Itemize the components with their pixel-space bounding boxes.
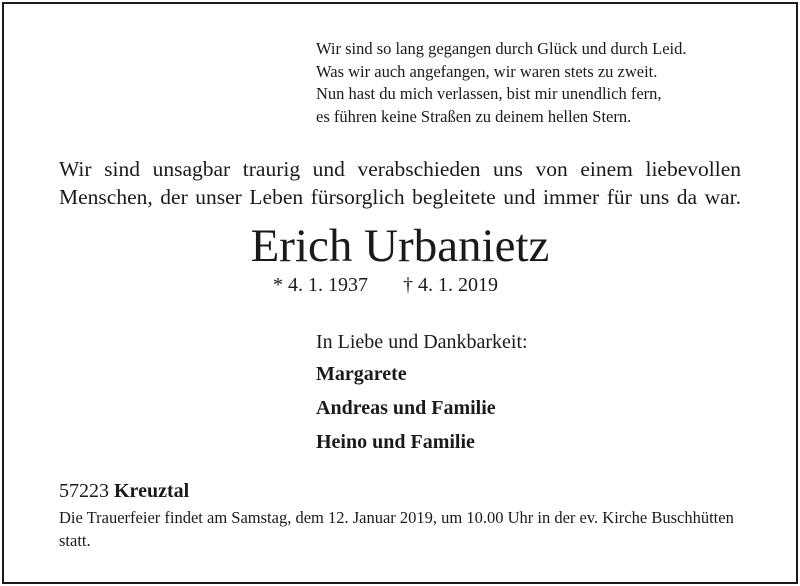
- intro-line: Menschen, der unser Leben fürsorglich begleitete und immer für uns da war.: [59, 185, 741, 209]
- mourners: [316, 328, 528, 458]
- mourner-name: Andreas und Familie: [316, 397, 496, 419]
- city: Kreuztal: [114, 480, 190, 502]
- mourner-name: Margarete: [316, 363, 407, 385]
- poem-line: es führen keine Straßen zu deinem hellen Stern.: [316, 106, 632, 126]
- intro-text: [59, 155, 741, 211]
- intro-line: Wir sind unsagbar traurig und verabschieden uns von einem liebevollen: [59, 157, 741, 181]
- birth-date: * 4. 1. 1937: [273, 274, 368, 296]
- zip-code: 57223: [59, 480, 109, 502]
- deceased-name: Erich Urbanietz: [250, 220, 550, 272]
- poem: [316, 38, 687, 128]
- mourners-lead: In Liebe und Dankbarkeit:: [316, 331, 528, 353]
- poem-line: Was wir auch angefangen, wir waren stets zu zweit.: [316, 61, 658, 81]
- mourner-name: Heino und Familie: [316, 431, 475, 453]
- service-notice: Die Trauerfeier findet am Samstag, dem 12. Januar 2019, um 10.00 Uhr in der ev. Kirche Buschhütten statt.: [59, 508, 734, 550]
- death-date: † 4. 1. 2019: [403, 274, 498, 296]
- poem-line: Wir sind so lang gegangen durch Glück und durch Leid.: [316, 39, 687, 58]
- poem-line: Nun hast du mich verlassen, bist mir unendlich fern,: [316, 84, 662, 103]
- life-dates: [273, 272, 498, 298]
- location: [59, 478, 189, 504]
